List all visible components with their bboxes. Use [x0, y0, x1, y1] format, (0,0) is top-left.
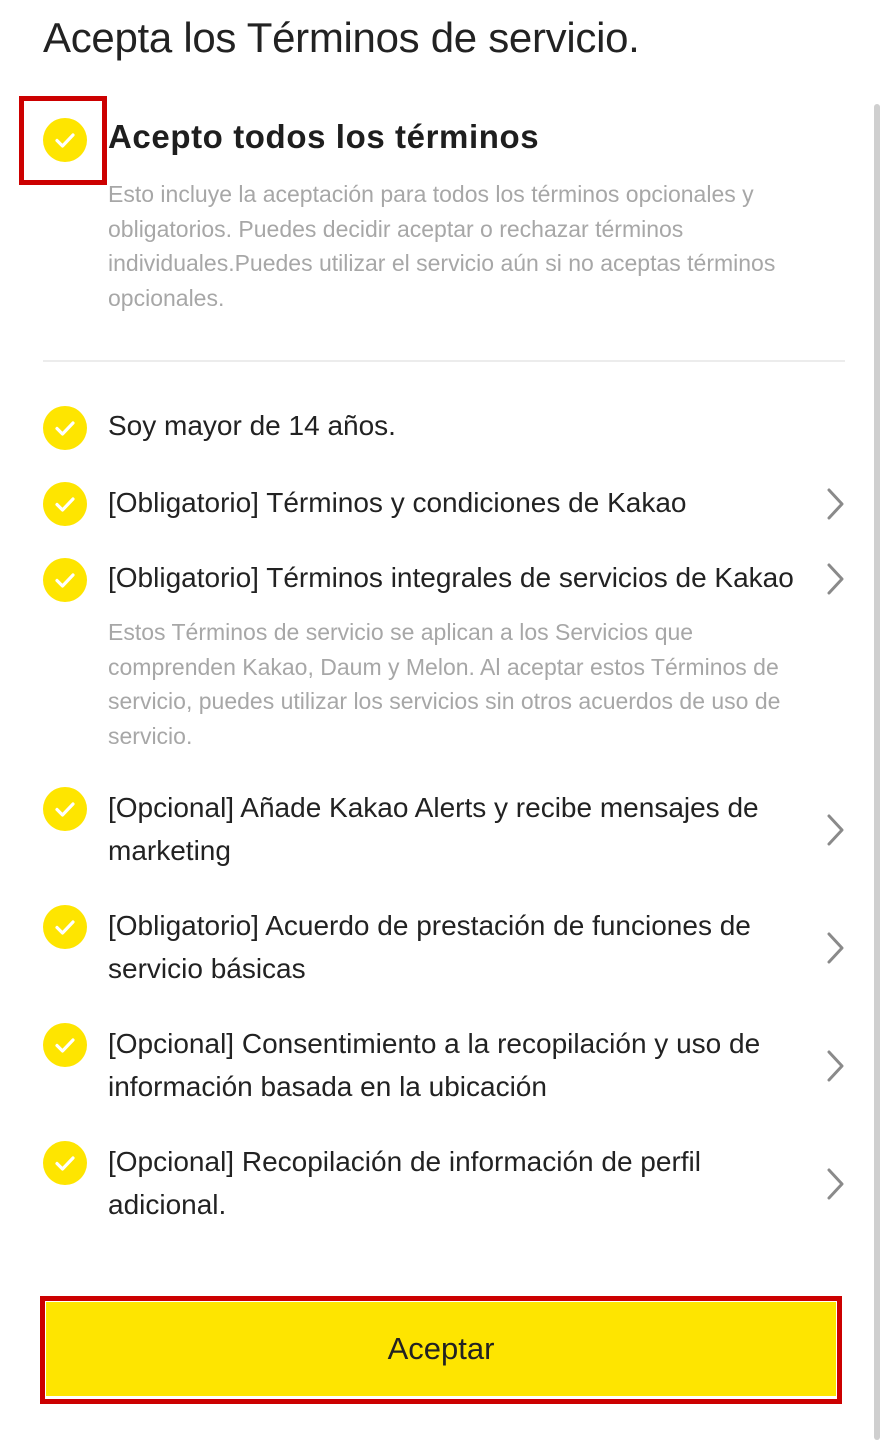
- accept-all-checkbox[interactable]: [43, 118, 87, 162]
- check-icon: [52, 491, 78, 517]
- term-label-basic-functions: [Obligatorio] Acuerdo de prestación de funciones de servicio básicas: [108, 910, 751, 984]
- chevron-right-icon[interactable]: [818, 484, 852, 524]
- page-title: Acepta los Términos de servicio.: [43, 14, 640, 61]
- chevron-right-icon[interactable]: [818, 810, 852, 850]
- chevron-right-icon[interactable]: [818, 928, 852, 968]
- term-label-location: [Opcional] Consentimiento a la recopilación y uso de información basada en la ubicación: [108, 1028, 761, 1102]
- chevron-right-icon[interactable]: [818, 559, 852, 599]
- term-checkbox-integral-terms[interactable]: [43, 558, 87, 602]
- term-description-integral-terms: Estos Términos de servicio se aplican a los Servicios que comprenden Kakao, Daum y Melon. Al aceptar estos Términos de servicio, puedes utilizar los servicios sin otros acuerdos de uso de servicio.: [108, 619, 781, 749]
- term-checkbox-alerts[interactable]: [43, 787, 87, 831]
- check-icon: [52, 1150, 78, 1176]
- term-label-kakao-terms: [Obligatorio] Términos y condiciones de Kakao: [108, 487, 687, 518]
- term-checkbox-age[interactable]: [43, 406, 87, 450]
- term-label-profile: [Opcional] Recopilación de información de perfil adicional.: [108, 1146, 701, 1220]
- divider: [43, 360, 845, 362]
- scrollbar[interactable]: [874, 104, 880, 1440]
- accept-all-description: Esto incluye la aceptación para todos los términos opcionales y obligatorios. Puedes decidir aceptar o rechazar términos individuales.Puedes utilizar el servicio aún si no aceptas términos opcionales.: [108, 181, 776, 311]
- chevron-right-icon[interactable]: [818, 1046, 852, 1086]
- term-checkbox-location[interactable]: [43, 1023, 87, 1067]
- check-icon: [52, 914, 78, 940]
- term-checkbox-basic-functions[interactable]: [43, 905, 87, 949]
- accept-all-label[interactable]: Acepto todos los términos: [108, 118, 540, 155]
- term-label-integral-terms: [Obligatorio] Términos integrales de servicios de Kakao: [108, 562, 794, 593]
- term-label-alerts: [Opcional] Añade Kakao Alerts y recibe mensajes de marketing: [108, 792, 759, 866]
- check-icon: [52, 415, 78, 441]
- check-icon: [52, 127, 78, 153]
- check-icon: [52, 796, 78, 822]
- accept-button[interactable]: Aceptar: [46, 1302, 836, 1396]
- chevron-right-icon[interactable]: [818, 1164, 852, 1204]
- check-icon: [52, 1032, 78, 1058]
- check-icon: [52, 567, 78, 593]
- term-checkbox-kakao-terms[interactable]: [43, 482, 87, 526]
- term-checkbox-profile[interactable]: [43, 1141, 87, 1185]
- term-label-age: Soy mayor de 14 años.: [108, 410, 396, 441]
